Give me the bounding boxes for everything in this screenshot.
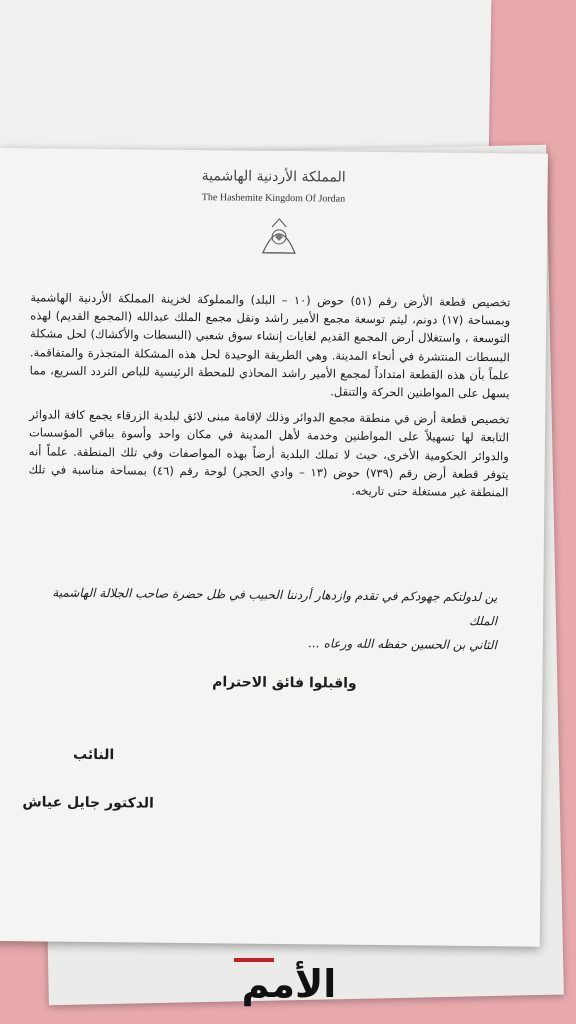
closing-section: [27, 580, 498, 657]
body-paragraph-2: تخصيص قطعة أرض في منطقة مجمع الدوائر وذلك لإقامة مبنى لائق لبلدية الزرقاء يجمع كافة الدوائر التابعة لها تسهيلاً على المواطنين وخدمة لأهل المدينة في مكان واحد وأسوة بباقي المؤسسات والدوائر الحكومية الأخرى، حيث لا تملك البلدية أرضاً بهذه المواصفات وفي تلك المنطقة. علماً أنه يتوفر قطعة أرض رقم (٧٣٩) حوض (١٣ – وادي الحجر) لوحة رقم (٤٦) بمساحة مناسبة في تلك المنطقة غير مستغلة حتى تاريخه.: [28, 407, 510, 500]
watermark-logo: [224, 958, 354, 1010]
official-letter: [0, 148, 548, 947]
letterhead-english-title: The Hashemite Kingdom Of Jordan: [201, 192, 346, 205]
signature-title: النائب: [73, 746, 115, 764]
logo-text: الأمم: [241, 962, 337, 1006]
closing-line-1: ين لدولتكم جهودكم في تقدم وازدهار أردننا الحبيب في ظل حضرة صاحب الجلالة الهاشمية الملك: [52, 585, 498, 629]
letter-body: [28, 288, 510, 509]
background-paper-sheet: [0, 0, 491, 168]
body-paragraph-1: تخصيص قطعة الأرض رقم (٥١) حوض (١٠ – البلد) والمملوكة لخزينة المملكة الأردنية الهاشمية وبمساحة (١٧) دونم، ليتم توسعة مجمع الأمير راشد ونقل مجمع الملك عبدالله (المجمع القديم) لهذه التوسعة ، واستغلال أرض المجمع القديم لغايات إنشاء سوق شعبي (البسطات والأكشاك) لحل مشكلة البسطات المنتشرة في أنحاء المدينة. وهي الطريقة الوحيدة لحل هذه المشكلة المتجذرة والمتفاقمة. علماً بأن هذه القطعة امتداداً لمجمع الأمير راشد المحاذي للمحطة الرئيسية للباص التردد السريع، مما يسهل على المواطنين الحركة والتنقل.: [29, 290, 511, 401]
closing-line-2: الثاني بن الحسين حفظه الله ورعاه ...: [308, 636, 497, 653]
coat-of-arms-icon: [257, 213, 301, 257]
regards-line: واقبلوا فائق الاحترام: [212, 674, 357, 692]
signature-name: الدكتور جايل عياش: [22, 794, 154, 812]
letterhead-arabic-title: المملكة الأردنية الهاشمية: [201, 168, 346, 186]
